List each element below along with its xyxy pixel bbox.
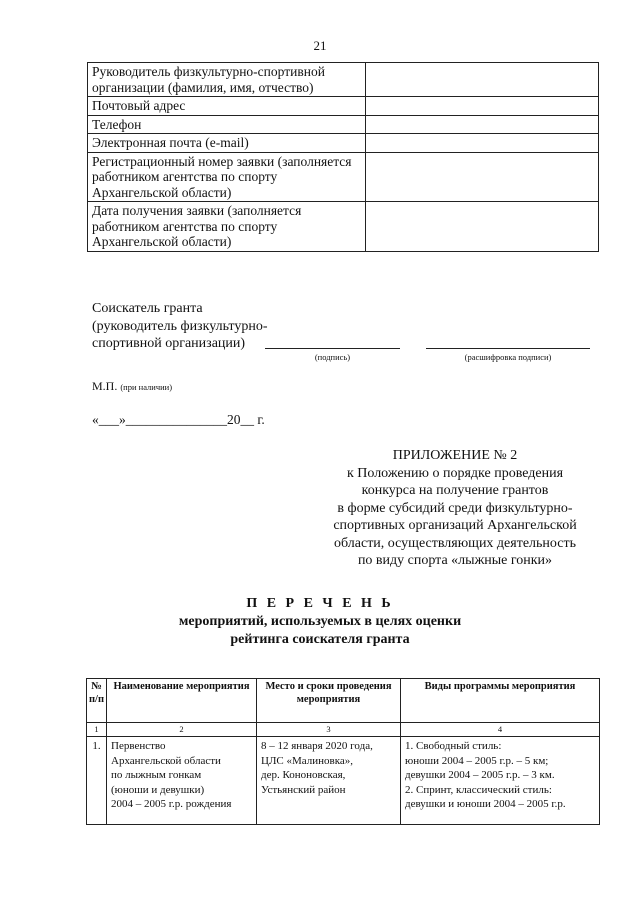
annex-line: к Положению о порядке проведения: [346, 465, 564, 481]
cell-line: 2004 – 2005 г.р. рождения: [111, 798, 232, 810]
header-name: Наименование мероприятия: [107, 679, 257, 723]
cell-line: Первенство: [111, 740, 166, 752]
table-row: [87, 737, 600, 825]
cell-line: Устьянский район: [261, 783, 346, 796]
form-value[interactable]: [366, 152, 599, 202]
signature-block: [92, 300, 268, 353]
table-row: [88, 134, 599, 153]
decode-underline[interactable]: [426, 348, 590, 349]
events-table: [86, 678, 600, 825]
annex-heading: ПРИЛОЖЕНИЕ № 2: [392, 448, 518, 463]
cell-line: ЦЛС «Малиновка»,: [261, 754, 354, 767]
form-value[interactable]: [366, 63, 599, 97]
cell-line: 1. Свободный стиль:: [405, 740, 502, 752]
form-label: Руководитель физкультурно-спортивной организации (фамилия, имя, отчество): [88, 63, 366, 97]
applicant-info-table: [87, 62, 599, 252]
form-label: Регистрационный номер заявки (заполняется работником агентства по спорту Архангельской области): [88, 152, 366, 202]
form-value[interactable]: [366, 134, 599, 153]
row-place: [257, 737, 401, 825]
table-row: [88, 115, 599, 134]
stamp-line: [92, 379, 172, 394]
table-row: [88, 152, 599, 202]
signature-line-1: Соискатель гранта: [92, 301, 203, 316]
table-row: [88, 97, 599, 116]
cell-line: 2. Спринт, классический стиль:: [405, 783, 552, 796]
row-name: [107, 737, 257, 825]
index-cell: 3: [257, 723, 401, 737]
document-title: П Е Р Е Ч Е Н Ь: [246, 596, 394, 611]
header-number: № п/п: [87, 679, 107, 723]
date-line: «___»_______________20__ г.: [92, 412, 265, 427]
row-number: 1.: [87, 737, 107, 825]
document-subtitle-1: мероприятий, используемых в целях оценки: [178, 614, 462, 629]
form-label: Почтовый адрес: [88, 97, 366, 116]
cell-line: юноши 2004 – 2005 г.р. – 5 км;: [405, 754, 549, 767]
form-label: Телефон: [88, 115, 366, 134]
annex-line: конкурса на получение грантов: [361, 483, 549, 498]
form-value[interactable]: [366, 97, 599, 116]
index-cell: 2: [107, 723, 257, 737]
table-header-row: [87, 679, 600, 723]
table-index-row: [87, 723, 600, 737]
annex-line: области, осуществляющих деятельность: [334, 535, 576, 551]
cell-line: девушки и юноши 2004 – 2005 г.р.: [405, 798, 566, 810]
form-value[interactable]: [366, 115, 599, 134]
form-label: Электронная почта (e-mail): [88, 134, 366, 153]
cell-line: 8 – 12 января 2020 года,: [261, 740, 373, 752]
signature-underline[interactable]: [265, 348, 400, 349]
cell-line: Архангельской области: [111, 754, 221, 767]
signature-line-2: (руководитель физкультурно-: [92, 318, 268, 334]
stamp-note: (при наличии): [120, 382, 173, 392]
annex-line: спортивных организаций Архангельской: [333, 518, 577, 533]
cell-line: по лыжным гонкам: [111, 769, 202, 781]
annex-line: по виду спорта «лыжные гонки»: [357, 553, 553, 568]
row-program: [401, 737, 600, 825]
index-cell: 4: [401, 723, 600, 737]
header-program: Виды программы мероприятия: [401, 679, 600, 723]
cell-line: (юноши и девушки): [111, 783, 205, 796]
page-number: 21: [313, 38, 327, 53]
decode-caption: (расшифровка подписи): [464, 352, 552, 362]
document-subtitle-2: рейтинга соискателя гранта: [230, 632, 410, 647]
annex-block: [310, 447, 600, 570]
header-place: Место и сроки проведения мероприятия: [257, 679, 401, 723]
signature-line-3: спортивной организации): [92, 336, 246, 351]
form-value[interactable]: [366, 202, 599, 252]
annex-line: в форме субсидий среди физкультурно-: [337, 500, 573, 516]
table-row: [88, 202, 599, 252]
stamp-label: М.П.: [92, 379, 118, 393]
cell-line: девушки 2004 – 2005 г.р. – 3 км.: [405, 769, 555, 781]
cell-line: дер. Кононовская,: [261, 769, 346, 781]
index-cell: 1: [87, 723, 107, 737]
signature-caption: (подпись): [314, 352, 351, 362]
form-label: Дата получения заявки (заполняется работником агентства по спорту Архангельской области): [88, 202, 366, 252]
table-row: [88, 63, 599, 97]
